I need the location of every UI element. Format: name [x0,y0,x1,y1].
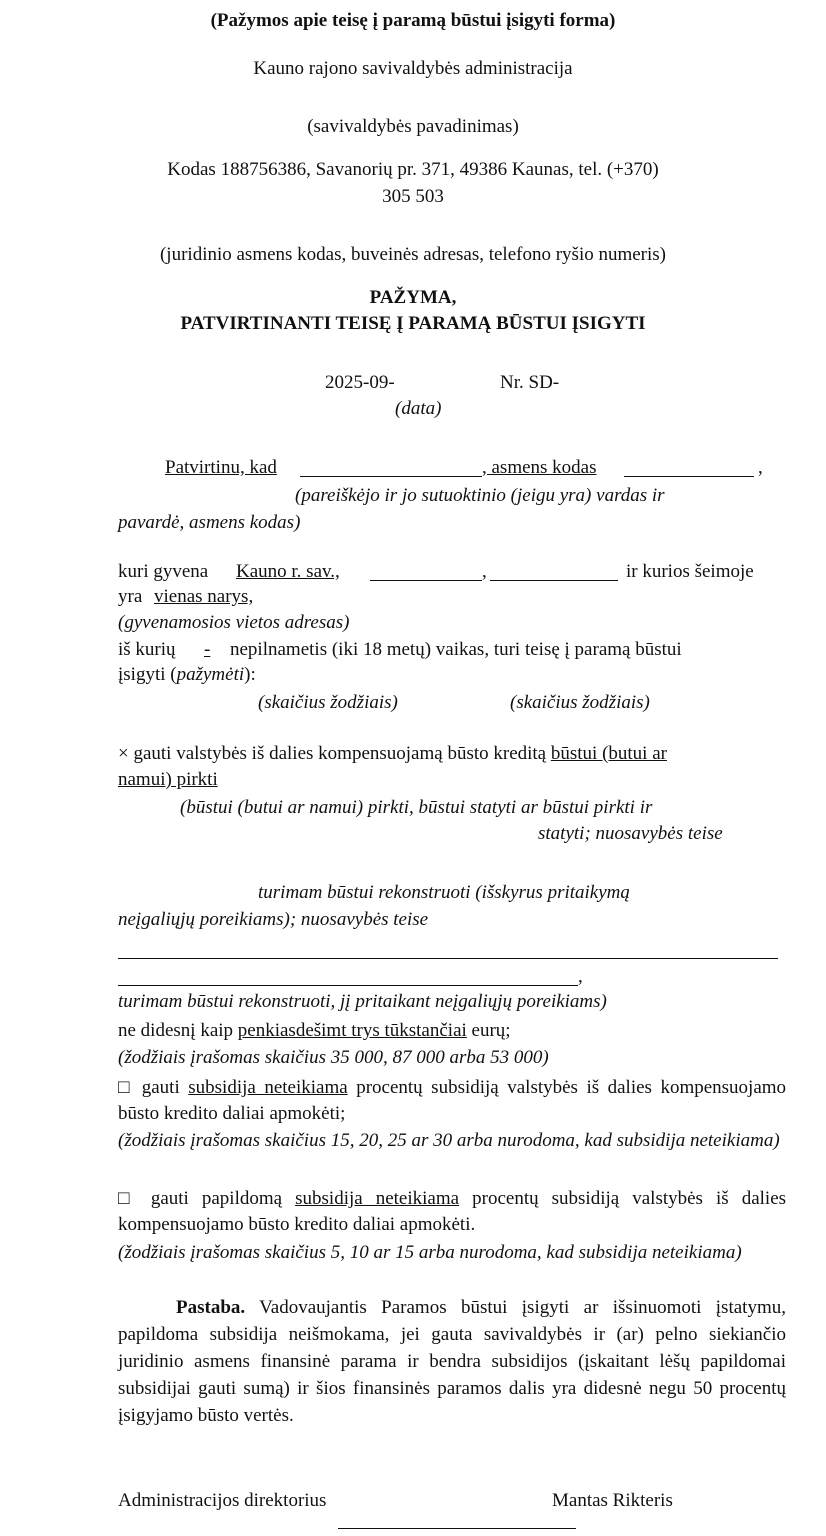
applicant-name-field [300,476,482,477]
extra-subsidy-checkbox-icon: □ [118,1188,138,1209]
credit-checkbox-checked-icon: × [118,743,129,764]
children-value: - [204,639,211,660]
purpose-field-1 [118,958,778,959]
amount-hint: (žodžiais įrašomas skaičius 35 000, 87 000 arba 53 000) [118,1047,549,1068]
children-suffix: nepilnametis (iki 18 metų) vaikas, turi teisę į paramą būstui [230,639,682,660]
extra-subsidy-option: □ gauti papildomą subsidija neteikiama procentų subsidiją valstybės iš dalies kompensuojamo būsto kredito daliai apmokėti. [118,1188,787,1235]
address-field-2 [490,580,618,581]
signatory-name: Mantas Rikteris [552,1490,673,1511]
document-date: 2025-09- [325,372,395,393]
purpose-field-2 [118,985,578,986]
amount-line: ne didesnį kaip penkiasdešimt trys tūkstančiai eurų; [118,1020,511,1041]
credit-value-cont: namui) pirkti [118,769,218,790]
date-hint: (data) [395,398,442,419]
confirm-hint-1: (pareiškėjo ir jo sutuoktinio (jeigu yra) vardas ir [295,485,665,506]
confirm-text: Patvirtinu, kad [165,457,277,478]
document-title: PAŽYMA, [369,287,457,308]
confirm-comma: , [758,457,763,478]
credit-hint-5: turimam būstui rekonstruoti, jį pritaikant neįgaliųjų poreikiams) [118,991,607,1012]
form-title: (Pažymos apie teisę į paramą būstui įsigyti forma) [210,10,616,31]
note-paragraph: Pastaba. Vadovaujantis Paramos būstui įsigyti ar išsinuomoti įstatymu, papildoma subsidija neišmokama, jei gauta savivaldybės ir (ar) pelno siekiančio juridinio asmens finansinė parama ir bendra subsidijos (įskaitant lėšų papildomai subsidijai gauti sumą) ir šios finansinės paramos dalis yra didesnė negu 50 procentų įsigyjamo būsto vertės. [118,1297,786,1426]
credit-value: būstui (butui ar [550,743,667,764]
subsidy-hint: (žodžiais įrašomas skaičius 15, 20, 25 ar 30 arba nurodoma, kad subsidija neteikiama) [118,1130,780,1151]
document-subtitle: PATVIRTINANTI TEISĘ Į PARAMĄ BŪSTUI ĮSIGYTI [180,313,646,334]
address-line-1: Kodas 188756386, Savanorių pr. 371, 49386 Kaunas, tel. (+370) [167,159,659,180]
members-value: vienas narys, [154,586,254,607]
count-hint-2: (skaičius žodžiais) [510,692,650,713]
extra-subsidy-value: subsidija neteikiama [295,1188,460,1209]
lives-value: Kauno r. sav., [236,561,340,582]
signatory-position: Administracijos direktorius [118,1490,327,1511]
subsidy-option: □ gauti subsidija neteikiama procentų subsidiją valstybės iš dalies kompensuojamo būsto kredito daliai apmokėti; [118,1077,787,1124]
address-sep: , [482,561,487,582]
note-label: Pastaba. [176,1297,246,1318]
authority-hint: (savivaldybės pavadinimas) [307,116,519,137]
subsidy-value: subsidija neteikiama [188,1077,348,1098]
authority-name: Kauno rajono savivaldybės administracija [253,58,573,79]
address-field-1 [370,580,482,581]
purpose-comma: , [578,966,583,987]
acquire-line: įsigyti (pažymėti): [118,664,256,685]
count-hint-1: (skaičius žodžiais) [258,692,398,713]
credit-hint-1: (būstui (butui ar namui) pirkti, būstui statyti ar būstui pirkti ir [180,797,653,818]
document-number: Nr. SD- [500,372,560,393]
residence-hint: (gyvenamosios vietos adresas) [118,612,350,633]
address-line-2: 305 503 [382,186,444,207]
credit-hint-4: neįgaliųjų poreikiams); nuosavybės teise [118,909,429,930]
credit-option: × gauti valstybės iš dalies kompensuojamą būsto kreditą būstui (butui ar [118,743,667,764]
children-prefix: iš kurių [118,639,176,660]
extra-subsidy-hint: (žodžiais įrašomas skaičius 5, 10 ar 15 arba nurodoma, kad subsidija neteikiama) [118,1242,742,1263]
credit-hint-2: statyti; nuosavybės teise [538,823,723,844]
family-suffix: ir kurios šeimoje [626,561,754,582]
signature-line [338,1528,576,1529]
members-prefix: yra [118,586,143,607]
amount-value: penkiasdešimt trys tūkstančiai [237,1020,467,1041]
personal-code-label: , asmens kodas [482,457,597,478]
personal-code-field [624,476,754,477]
subsidy-checkbox-icon: □ [118,1077,134,1098]
address-hint: (juridinio asmens kodas, buveinės adresas, telefono ryšio numeris) [159,244,667,265]
lives-prefix: kuri gyvena [118,561,209,582]
confirm-hint-2: pavardė, asmens kodas) [118,512,301,533]
credit-hint-3: turimam būstui rekonstruoti (išskyrus pritaikymą [258,882,630,903]
